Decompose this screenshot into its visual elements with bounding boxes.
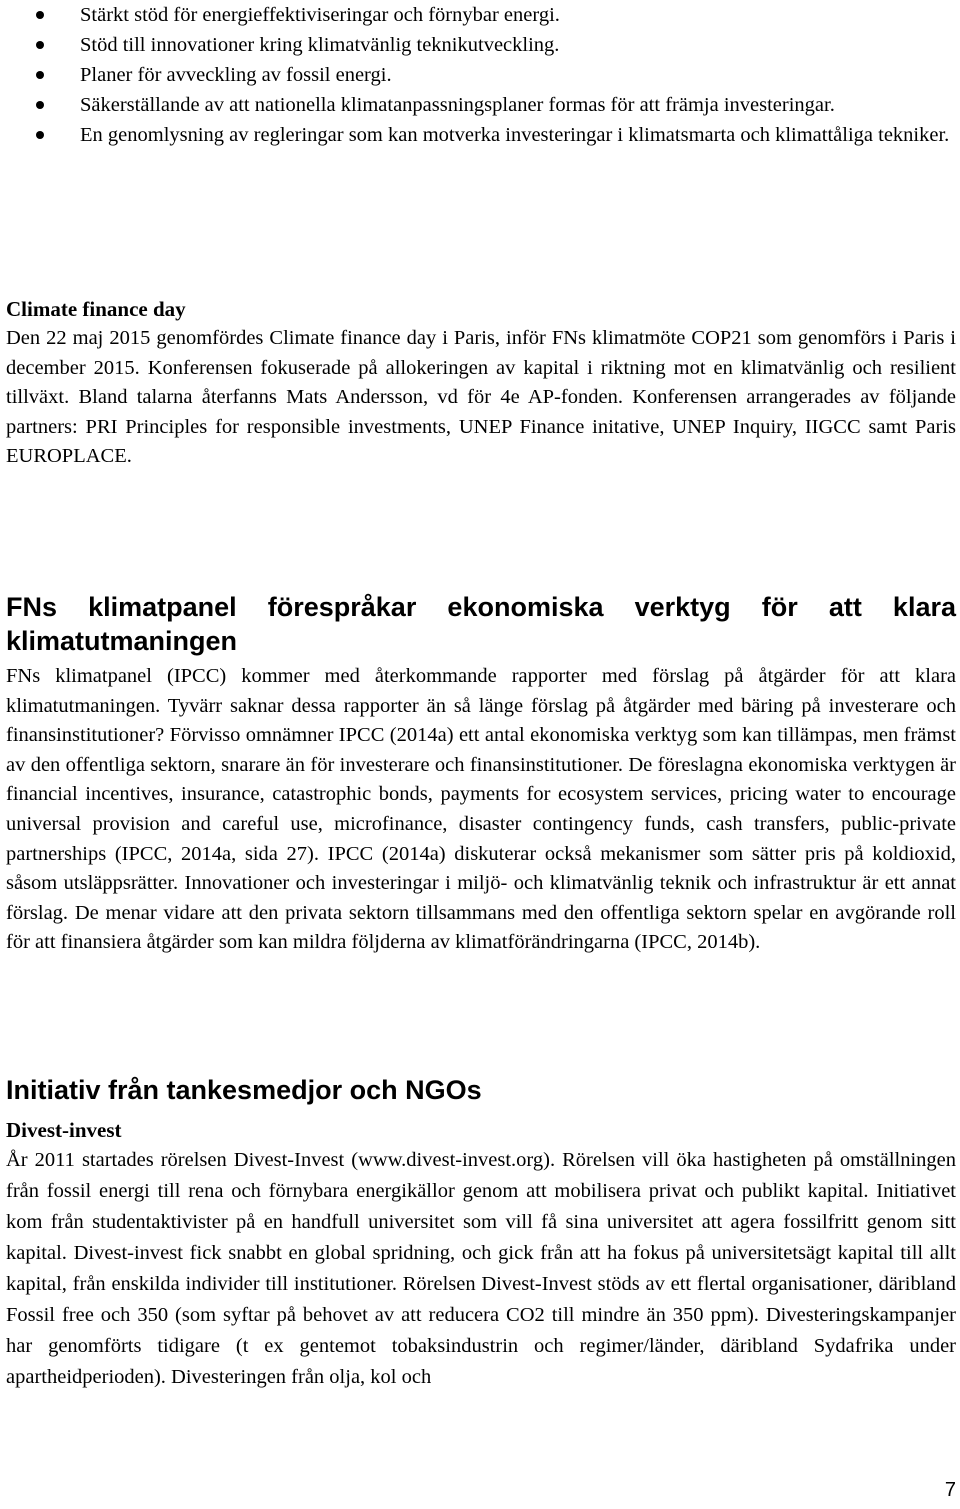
divest-invest-paragraph: År 2011 startades rörelsen Divest-Invest (www.divest-invest.org). Rörelsen vill öka hastigheten på omställningen från fossil energi till rena och förnybara energikällor genom att mobilisera privat och publikt kapital. Initiativet kom från studentaktivister på en handfull universitet som vill få sina universitet att agera fossilfritt genom sitt kapital. Divest-invest fick snabbt en global spridning, och gick från att ha fokus på universitetsägt kapital till allt kapital, från enskilda individer till institutioner. Rörelsen Divest-Invest stöds av ett flertal organisationer, däribland Fossil free och 350 (som syftar på behovet av att reducera CO2 till mindre än 350 ppm). Divesteringskampanjer har genomförts tidigare (t ex gentemot tobaksindustrin och regimer/länder, däribland Sydafrika under apartheidperioden). Divesteringen från olja, kol och [6,1149,956,1388]
divest-invest-heading: Divest-invest [6,1118,122,1142]
climate-finance-day-heading: Climate finance day [6,297,186,321]
bullet-dot-icon [36,71,44,79]
climate-finance-day-section [6,294,956,472]
ipcc-paragraph: FNs klimatpanel (IPCC) kommer med återkommande rapporter med förslag på åtgärder för att klara klimatutmaningen. Tyvärr saknar dessa rapporter än så länge förslag på åtgärder med bäring på investerare och finansinstitutioner? Förvisso omnämner IPCC (2014a) ett antal ekonomiska verktyg som kan tillämpas, men främst av den offentliga sektorn, snarare än för investerare och finansinstitutioner. De föreslagna ekonomiska verktygen är financial incentives, insurance, catastrophic bonds, payments for ecosystem services, pricing water to encourage universal provision and careful use, microfinance, disaster contingency funds, cash transfers, public-private partnerships (IPCC, 2014a, sida 27). IPCC (2014a) diskuterar också mekanismer som sätter pris på koldioxid, såsom utsläppsrätter. Innovationer och investeringar i miljö- och klimatvänlig teknik och infrastruktur är ett annat förslag. De menar vidare att den privata sektorn tillsammans med den offentliga sektorn spelar en avgörande roll för att finansiera åtgärder som kan mildra följderna av klimatförändringarna (IPCC, 2014b). [6,665,956,954]
initiatives-heading: Initiativ från tankesmedjor och NGOs [6,1075,482,1105]
bullet-text: Planer för avveckling av fossil energi. [80,64,392,86]
bullet-dot-icon [36,131,44,139]
bullet-dot-icon [36,101,44,109]
bullet-text: En genomlysning av regleringar som kan motverka investeringar i klimatsmarta och klimattåliga tekniker. [80,124,950,146]
bullet-item [6,30,956,60]
bullet-item [6,60,956,90]
bullet-list [6,0,956,150]
bullet-item [6,90,956,120]
climate-finance-day-paragraph: Den 22 maj 2015 genomfördes Climate finance day i Paris, inför FNs klimatmöte COP21 som genomförs i Paris i december 2015. Konferensen fokuserade på allokeringen av kapital i riktning mot en klimatvänlig och resilient tillväxt. Bland talarna återfanns Mats Andersson, vd för 4e AP-fonden. Konferensen arrangerades av följande partners: PRI Principles for responsible investments, UNEP Finance initative, UNEP Inquiry, IIGCC samt Paris EUROPLACE. [6,327,956,468]
bullet-item [6,120,956,150]
ipcc-heading: FNs klimatpanel förespråkar ekonomiska verktyg för att klara klimatutmaningen [6,592,956,656]
bullet-text: Stärkt stöd för energieffektiviseringar och förnybar energi. [80,4,560,26]
page-number: 7 [944,1479,956,1501]
bullet-dot-icon [36,11,44,19]
bullet-item [6,0,956,30]
bullet-text: Säkerställande av att nationella klimatanpassningsplaner formas för att främja investeringar. [80,94,835,116]
initiatives-section [6,1073,956,1393]
ipcc-section [6,590,956,958]
bullet-dot-icon [36,41,44,49]
bullet-text: Stöd till innovationer kring klimatvänlig teknikutveckling. [80,34,560,56]
